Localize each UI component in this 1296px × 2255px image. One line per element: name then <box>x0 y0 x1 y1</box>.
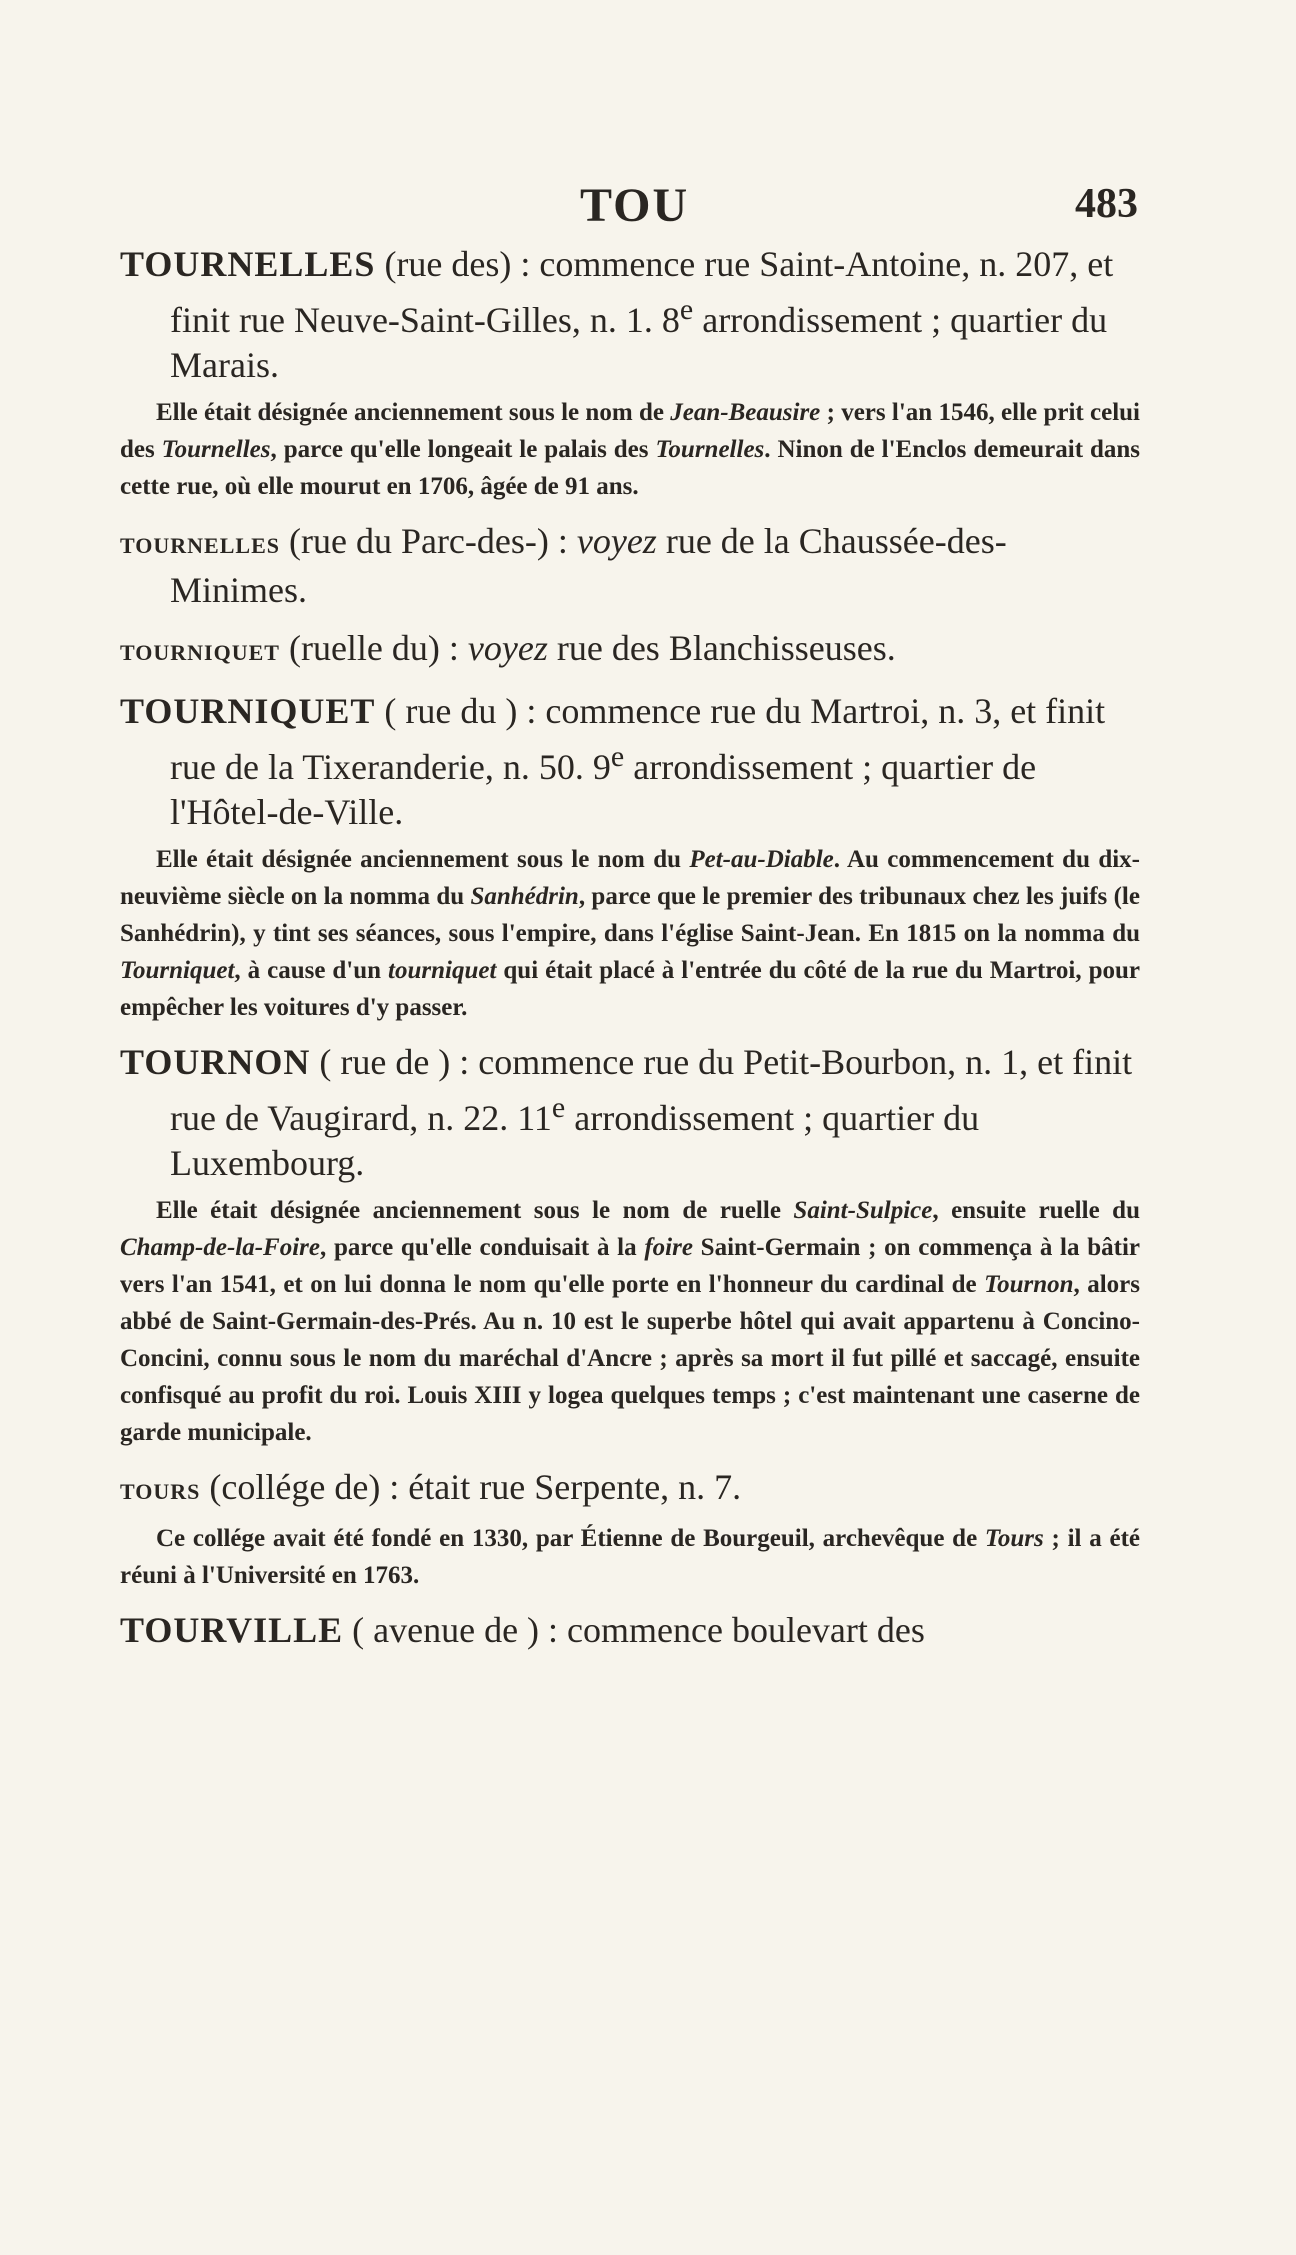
gloss-italic: Jean-Beausire <box>670 399 821 426</box>
entry-heading <box>120 242 1140 388</box>
gloss-text: , alors abbé de Saint-Germain-des-Prés. Au n. 10 est le superbe hôtel qui avait appartenu à Concino-Concini, connu sous le nom du maréchal d'Ancre ; après sa mort il fut pillé et saccagé, ensuite confisqué au profit du roi. Louis XIII y logea quelques temps ; c'est maintenant une caserne de garde municipale. <box>120 1271 1140 1446</box>
entry-heading <box>120 1040 1140 1186</box>
cross-reference: voyez <box>576 521 657 561</box>
gloss-text: , à cause d'un <box>234 957 389 984</box>
entry-detail: ( avenue de ) : commence boulevart des <box>343 1610 925 1650</box>
entry-detail: rue de la Chaussée-des-Minimes. <box>170 521 1007 610</box>
gloss-text: , parce qu'elle longeait le palais des <box>270 436 656 463</box>
entry-tournelles <box>120 242 1140 505</box>
entry-detail: (ruelle du) : <box>279 628 468 668</box>
entry-detail: (rue du Parc-des-) : <box>279 521 577 561</box>
gloss-italic: Champ-de-la-Foire <box>120 1234 320 1261</box>
entry-heading <box>120 1608 1140 1653</box>
cross-reference: voyez <box>467 628 548 668</box>
gloss-text: , parce que le premier des tribunaux chez les juifs (le Sanhédrin), y tint ses séances, sous l'empire, dans l'église Saint-Jean. En 1815 on la nomma du <box>120 883 1140 947</box>
headword: TOURNELLES <box>120 533 280 558</box>
entry-heading <box>120 626 1140 675</box>
entry-detail-cont: arrondissement ; quartier du Luxembourg. <box>170 1098 980 1183</box>
gloss-text: Elle était désignée anciennement sous le nom de ruelle <box>156 1197 794 1224</box>
gloss-italic: Tours <box>984 1525 1044 1552</box>
entry-detail-cont: arrondissement ; quartier de l'Hôtel-de-Ville. <box>170 747 1037 832</box>
entry-gloss <box>120 1520 1140 1594</box>
gloss-text: . Ninon de l'Enclos demeurait dans cette rue, où elle mourut en 1706, âgée de 91 ans. <box>120 436 1140 500</box>
entry-detail: (rue des) : commence rue Saint-Antoine, n. 207, et finit rue Neuve-Saint-Gilles, n. 1. 8 <box>170 244 1114 340</box>
gloss-text: ; vers l'an 1546, elle prit celui des <box>120 399 1141 463</box>
ordinal-suffix: e <box>679 293 694 326</box>
dictionary-entries <box>120 242 1140 1667</box>
entry-tourniquet-ruelle <box>120 626 1140 675</box>
gloss-text: Saint-Germain ; on commença à la bâtir vers l'an 1541, et on lui donna le nom qu'elle porte en l'honneur du cardinal de <box>120 1234 1140 1298</box>
gloss-text: Ce collége avait été fondé en 1330, par Étienne de Bourgeuil, archevêque de <box>156 1525 985 1552</box>
page-header <box>0 178 1296 238</box>
gloss-italic: Tourniquet <box>120 957 235 984</box>
entry-heading <box>120 1465 1140 1514</box>
headword: TOURNIQUET <box>120 640 280 665</box>
entry-detail-cont: arrondissement ; quartier du Marais. <box>170 300 1108 385</box>
gloss-text: , ensuite ruelle du <box>932 1197 1140 1224</box>
gloss-italic: Tournelles <box>655 436 765 463</box>
gloss-text: . Au commencement du dix-neuvième siècle on la nomma du <box>120 846 1140 910</box>
gloss-text: ; il a été réuni à l'Université en 1763. <box>120 1525 1141 1589</box>
ordinal-suffix: e <box>551 1091 566 1124</box>
headword: TOURS <box>120 1479 201 1504</box>
running-head: TOU <box>580 179 690 232</box>
entry-detail: rue des Blanchisseuses. <box>547 628 896 668</box>
gloss-text: , parce qu'elle conduisait à la <box>320 1234 645 1261</box>
gloss-text: qui était placé à l'entrée du côté de la rue du Martroi, pour empêcher les voitures d'y passer. <box>120 957 1141 1021</box>
entry-tourniquet <box>120 689 1140 1026</box>
page-number: 483 <box>1075 181 1138 227</box>
headword: TOURNON <box>120 1042 311 1082</box>
gloss-italic: tourniquet <box>388 957 497 984</box>
gloss-text: Elle était désignée anciennement sous le nom de <box>156 399 671 426</box>
entry-tournelles-parc <box>120 519 1140 612</box>
headword: TOURNIQUET <box>120 691 376 731</box>
gloss-italic: Saint-Sulpice <box>793 1197 933 1224</box>
gloss-italic: foire <box>644 1234 693 1261</box>
entry-gloss <box>120 841 1140 1026</box>
gloss-text: Elle était désignée anciennement sous le nom du <box>156 846 690 873</box>
entry-tourville <box>120 1608 1140 1653</box>
entry-detail: ( rue du ) : commence rue du Martroi, n. 3, et finit rue de la Tixeranderie, n. 50. 9 <box>170 691 1106 787</box>
gloss-italic: Pet-au-Diable <box>689 846 834 873</box>
entry-detail: (collége de) : était rue Serpente, n. 7. <box>200 1467 742 1507</box>
ordinal-suffix: e <box>610 740 625 773</box>
entry-tours <box>120 1465 1140 1594</box>
entry-heading <box>120 519 1140 612</box>
gloss-italic: Tournon <box>984 1271 1074 1298</box>
entry-detail: ( rue de ) : commence rue du Petit-Bourbon, n. 1, et finit rue de Vaugirard, n. 22. 11 <box>170 1042 1133 1138</box>
entry-tournon <box>120 1040 1140 1451</box>
headword: TOURVILLE <box>120 1610 344 1650</box>
entry-gloss <box>120 394 1140 505</box>
entry-heading <box>120 689 1140 835</box>
gloss-italic: Tournelles <box>161 436 271 463</box>
headword: TOURNELLES <box>120 244 376 284</box>
gloss-italic: Sanhédrin <box>470 883 579 910</box>
entry-gloss <box>120 1192 1140 1451</box>
